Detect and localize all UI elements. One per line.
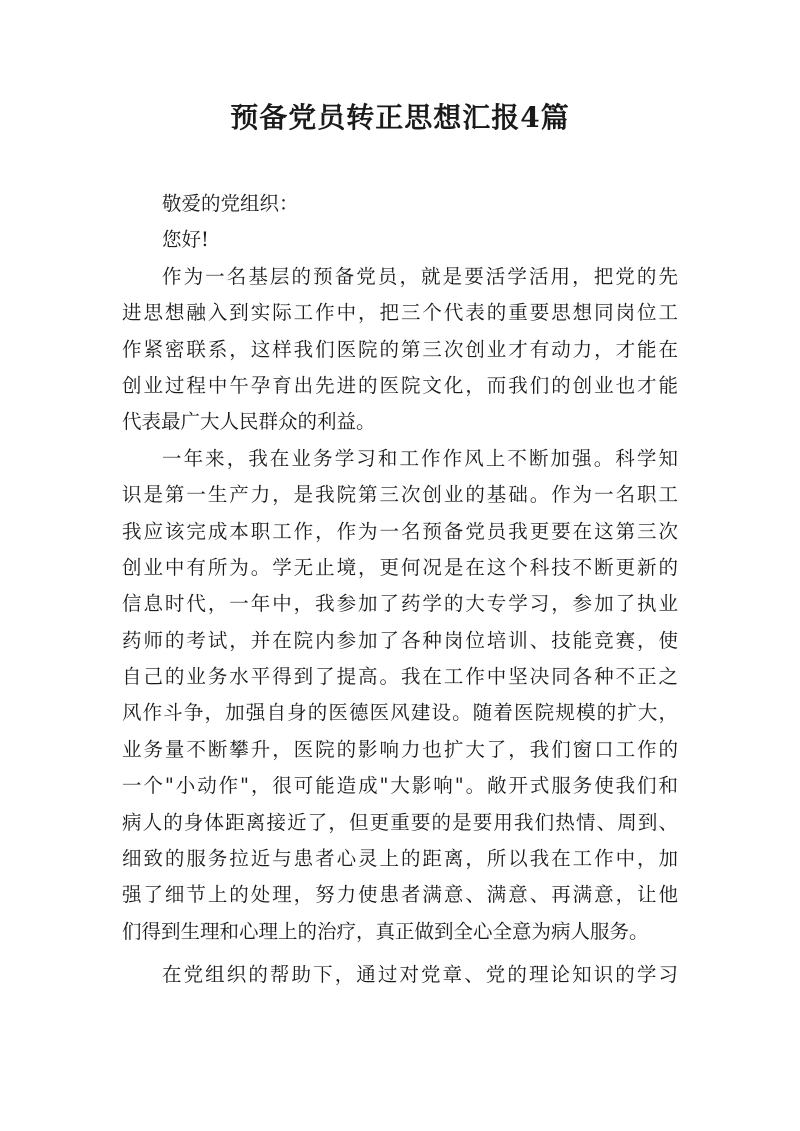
paragraph-line: 进思想融入到实际工作中，把三个代表的重要思想同岗位工 <box>122 301 678 325</box>
paragraph-line: 我应该完成本职工作，作为一名预备党员我更要在这第三次 <box>122 519 678 543</box>
document-body <box>122 186 678 994</box>
paragraph-line: 识是第一生产力，是我院第三次创业的基础。作为一名职工 <box>122 483 678 507</box>
greeting: 您好! <box>162 228 209 252</box>
document-title: 预备党员转正思想汇报4篇 <box>230 101 570 134</box>
paragraph-line: 自己的业务水平得到了提高。我在工作中坚决同各种不正之 <box>122 665 678 689</box>
paragraph-line: 代表最广大人民群众的利益。 <box>122 410 376 434</box>
paragraph-2 <box>122 441 678 950</box>
paragraph-line: 风作斗争，加强自身的医德医风建设。随着医院规模的扩大， <box>122 701 678 725</box>
paragraph-line: 细致的服务拉近与患者心灵上的距离，所以我在工作中，加 <box>122 847 678 871</box>
paragraph-line: 业务量不断攀升，医院的影响力也扩大了，我们窗口工作的 <box>122 737 678 761</box>
paragraph-line: 在党组织的帮助下，通过对党章、党的理论知识的学习 <box>162 963 678 987</box>
paragraph-line: 创业中有所为。学无止境，更何况是在这个科技不断更新的 <box>122 555 678 579</box>
paragraph-line: 作紧密联系，这样我们医院的第三次创业才有动力，才能在 <box>122 337 678 361</box>
paragraph-line: 创业过程中午孕育出先进的医院文化，而我们的创业也才能 <box>122 373 678 397</box>
paragraph-spacer <box>122 950 678 957</box>
paragraph-line: 作为一名基层的预备党员，就是要活学活用，把党的先 <box>162 264 678 288</box>
paragraph-line: 强了细节上的处理，努力使患者满意、满意、再满意，让他 <box>122 883 678 907</box>
paragraph-line: 药师的考试，并在院内参加了各种岗位培训、技能竞赛，使 <box>122 628 678 652</box>
paragraph-line: 信息时代，一年中，我参加了药学的大专学习，参加了执业 <box>122 592 678 616</box>
paragraph-line: 一年来，我在业务学习和工作作风上不断加强。科学知 <box>162 446 678 470</box>
salutation: 敬爱的党组织： <box>162 192 299 215</box>
paragraph-1 <box>122 259 678 441</box>
paragraph-3 <box>122 957 678 993</box>
paragraph-line: 一个"小动作"，很可能造成"大影响"。敞开式服务使我们和 <box>122 774 678 798</box>
paragraph-line: 们得到生理和心理上的治疗，真正做到全心全意为病人服务。 <box>122 919 649 943</box>
paragraph-line: 病人的身体距离接近了，但更重要的是要用我们热情、周到、 <box>122 810 678 834</box>
